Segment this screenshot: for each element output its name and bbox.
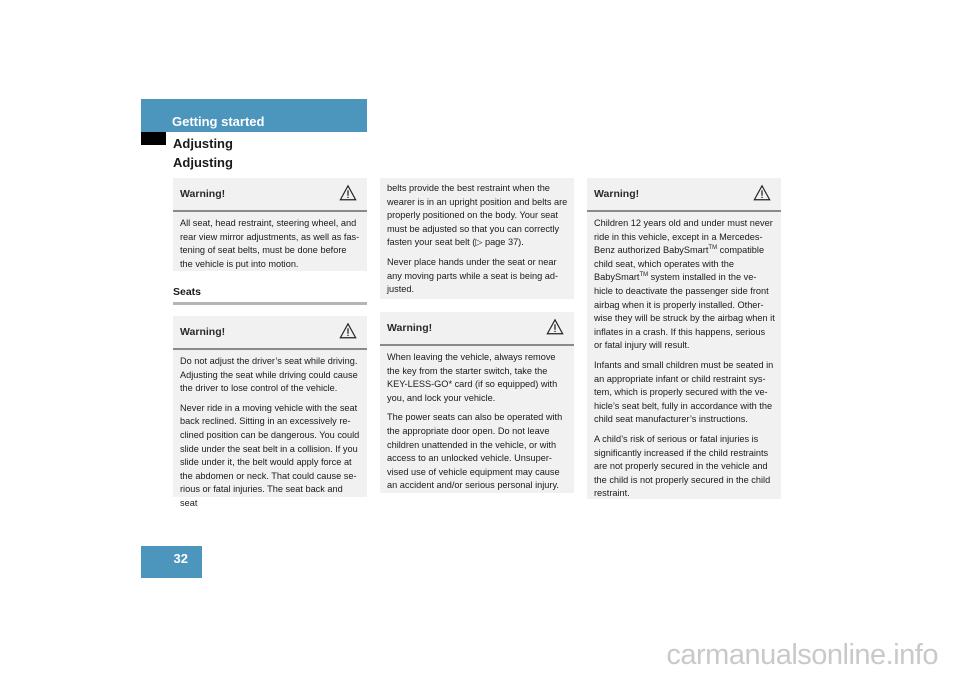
warning-label: Warning! — [594, 188, 640, 200]
warning-text: When leaving the vehicle, always remove the key from the starter switch, take the KEY-LESS-GO* card (if so equipped) with you, and lock your vehicle. — [387, 352, 558, 403]
trademark: TM — [708, 245, 718, 252]
warning-label: Warning! — [387, 322, 433, 334]
page-number-box — [141, 546, 202, 578]
warning-text: Never place hands under the seat or near any moving parts while a seat is being ad-justed. — [387, 256, 559, 295]
warning-triangle-icon — [339, 322, 357, 340]
warning-box-children — [587, 178, 781, 499]
warning-box-driver-seat — [173, 316, 367, 508]
watermark: carmanualsonline.info — [666, 639, 938, 671]
warning-header — [173, 316, 367, 350]
warning-text: All seat, head restraint, steering wheel, and rear view mirror adjustments, as well as fas-tening of seat belts, must be done before the vehicle is put into motion. — [180, 218, 360, 269]
trademark: TM — [639, 272, 649, 279]
section-title-seats: Seats — [173, 286, 367, 305]
warning-text: Infants and small children must be seated in an appropriate infant or child restraint sys-tem, which is properly secured with the ve-hicle’s seat belt, fully in accordance with the child seat manufacturer’s instructions. — [594, 359, 774, 425]
warning-box-leaving-vehicle — [380, 312, 574, 493]
warning-text: Do not adjust the driver’s seat while driving. Adjusting the seat while driving could cause the driver to lose control of the vehicle. — [180, 356, 358, 394]
warning-triangle-icon — [753, 184, 771, 202]
warning-text: A child’s risk of serious or fatal injuries is significantly increased if the child restraints are not properly secured in the vehicle and the child is not properly secured in the child restraint. — [594, 433, 771, 499]
warning-text — [594, 217, 775, 353]
section-subtitle-2: Adjusting — [173, 155, 233, 170]
section-subtitle-1: Adjusting — [173, 136, 233, 151]
warning-box-adjustments — [173, 178, 367, 271]
warning-label: Warning! — [180, 188, 226, 200]
warning-continuation-box — [380, 178, 574, 299]
text-span: compatible child seat, which operates with the BabySmart — [594, 245, 765, 283]
chapter-header — [141, 99, 367, 132]
warning-label: Warning! — [180, 326, 226, 338]
warning-triangle-icon — [339, 184, 357, 202]
page-number: 32 — [173, 551, 188, 566]
warning-header — [587, 178, 781, 212]
warning-header — [380, 312, 574, 346]
warning-header — [173, 178, 367, 212]
chapter-tab-marker — [141, 132, 166, 145]
warning-text: The power seats can also be operated with the appropriate door open. Do not leave children unattended in the vehicle, or with access to an unlocked vehicle. Unsuper-vised use of vehicle equipment may cause an accident and/or serious personal injury. — [387, 412, 563, 491]
text-span: Children 12 years old and under must never ride in this vehicle, except in a Mercedes-Benz authorized BabySmart — [594, 218, 773, 256]
warning-text: Never ride in a moving vehicle with the seat back reclined. Sitting in an excessively re-clined position can be dangerous. You could slide under the seat belt in a collision. If you slide under it, the belt would apply force at the abdomen or neck. That could cause se-rious or fatal injuries. The seat back and seat — [180, 402, 360, 508]
chapter-title: Getting started — [172, 114, 265, 129]
warning-text: belts provide the best restraint when the wearer is in an upright position and belts are properly positioned on the body. Your seat must be adjusted so that you can correctly fasten your seat belt (▷ page 37). — [387, 183, 568, 248]
text-span: system installed in the ve-hicle to deactivate the passenger side front airbag when it is properly installed. Other-wise they will be struck by the airbag when it inflates in a crash. If this happens, serious or fatal injury will result. — [594, 272, 775, 351]
warning-triangle-icon — [546, 318, 564, 336]
